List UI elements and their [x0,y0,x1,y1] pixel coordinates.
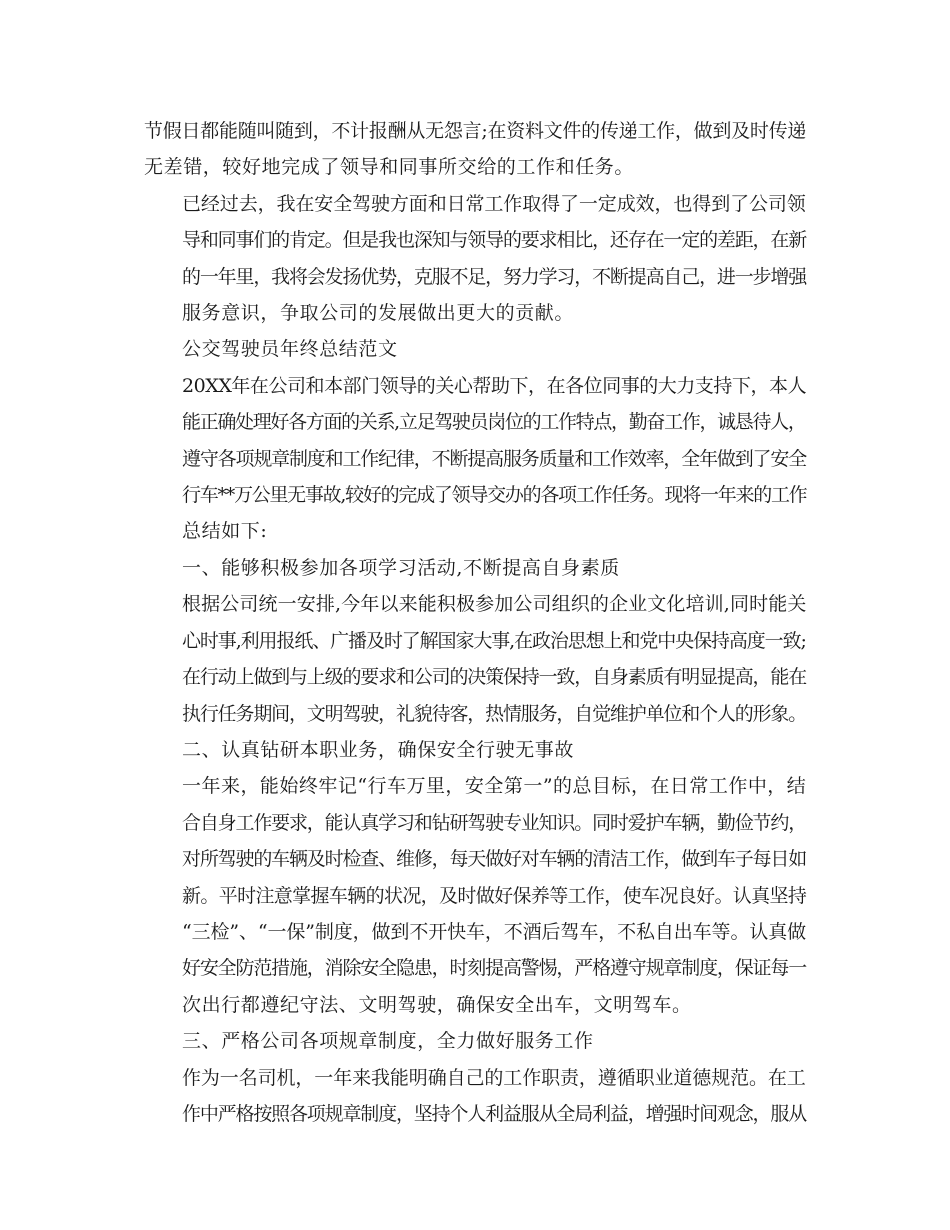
text-line: 合自身工作要求，能认真学习和钻研驾驶专业知识。同时爱护车辆，勤俭节约， [182,811,807,834]
text-line: 在行动上做到与上级的要求和公司的决策保持一致，自身素质有明显提高，能在 [182,666,807,689]
text-line: 次出行都遵纪守法、文明驾驶，确保安全出车，文明驾车。 [182,993,692,1016]
text-line: 遵守各项规章制度和工作纪律，不断提高服务质量和工作效率，全年做到了安全 [182,447,807,470]
text-line: 服务意识，争取公司的发展做出更大的贡献。 [182,302,575,325]
text-line: 好安全防范措施，消除安全隐患，时刻提高警惕，严格遵守规章制度，保证每一 [182,957,807,980]
paragraph [144,113,806,186]
text-line: 三、严格公司各项规章制度，全力做好服务工作 [182,1030,594,1053]
text-line: 的一年里，我将会发扬优势，克服不足，努力学习，不断提高自己，进一步增强 [182,265,807,288]
text-line: 行车**万公里无事故,较好的完成了领导交办的各项工作任务。现将一年来的工作 [182,484,807,507]
paragraph [144,768,806,1023]
text-line: 对所驾驶的车辆及时检查、维修，每天做好对车辆的清洁工作，做到车子每日如 [182,848,807,871]
text-line: 二、认真钻研本职业务，确保安全行驶无事故 [182,738,575,761]
text-line: 已经过去，我在安全驾驶方面和日常工作取得了一定成效，也得到了公司领 [182,192,806,215]
text-line: 公交驾驶员年终总结范文 [182,338,398,361]
text-line: 节假日都能随叫随到，不计报酬从无怨言;在资料文件的传递工作，做到及时传递 [144,120,807,142]
paragraph [144,1060,806,1133]
text-line: 根据公司统一安排,今年以来能积极参加公司组织的企业文化培训,同时能关 [182,593,807,616]
paragraph [144,186,806,332]
text-line: 导和同事们的肯定。但是我也深知与领导的要求相比，还存在一定的差距，在新 [182,229,807,252]
paragraph [144,550,806,586]
text-line: 作中严格按照各项规章制度，坚持个人利益服从全局利益，增强时间观念，服从 [182,1102,807,1125]
text-line: 新。平时注意掌握车辆的状况，及时做好保养等工作，使车况良好。认真坚持 [182,884,807,907]
text-line: 能正确处理好各方面的关系,立足驾驶员岗位的工作特点，勤奋工作，诚恳待人， [182,411,806,434]
text-line: “三检”、“一保”制度，做到不开快车，不酒后驾车，不私自出车等。认真做 [182,920,807,943]
text-line: 作为一名司机，一年来我能明确自己的工作职责，遵循职业道德规范。在工 [182,1066,806,1089]
paragraph [144,1023,806,1059]
paragraph [144,732,806,768]
paragraph [144,586,806,732]
text-line: 总结如下: [182,520,268,543]
text-line: 心时事,利用报纸、广播及时了解国家大事,在政治思想上和党中央保持高度一致; [182,629,806,652]
document-body [144,113,806,1132]
text-line: 一、能够积极参加各项学习活动,不断提高自身素质 [182,556,620,579]
text-line: 一年来，能始终牢记“行车万里，安全第一”的总目标，在日常工作中，结 [182,775,807,798]
text-line: 无差错，较好地完成了领导和同事所交给的工作和任务。 [144,156,635,179]
paragraph [144,331,806,367]
text-line: 执行任务期间，文明驾驶，礼貌待客，热情服务，自觉维护单位和个人的形象。 [182,702,807,725]
text-line: 20XX年在公司和本部门领导的关心帮助下，在各位同事的大力支持下，本人 [182,374,807,397]
paragraph [144,368,806,550]
